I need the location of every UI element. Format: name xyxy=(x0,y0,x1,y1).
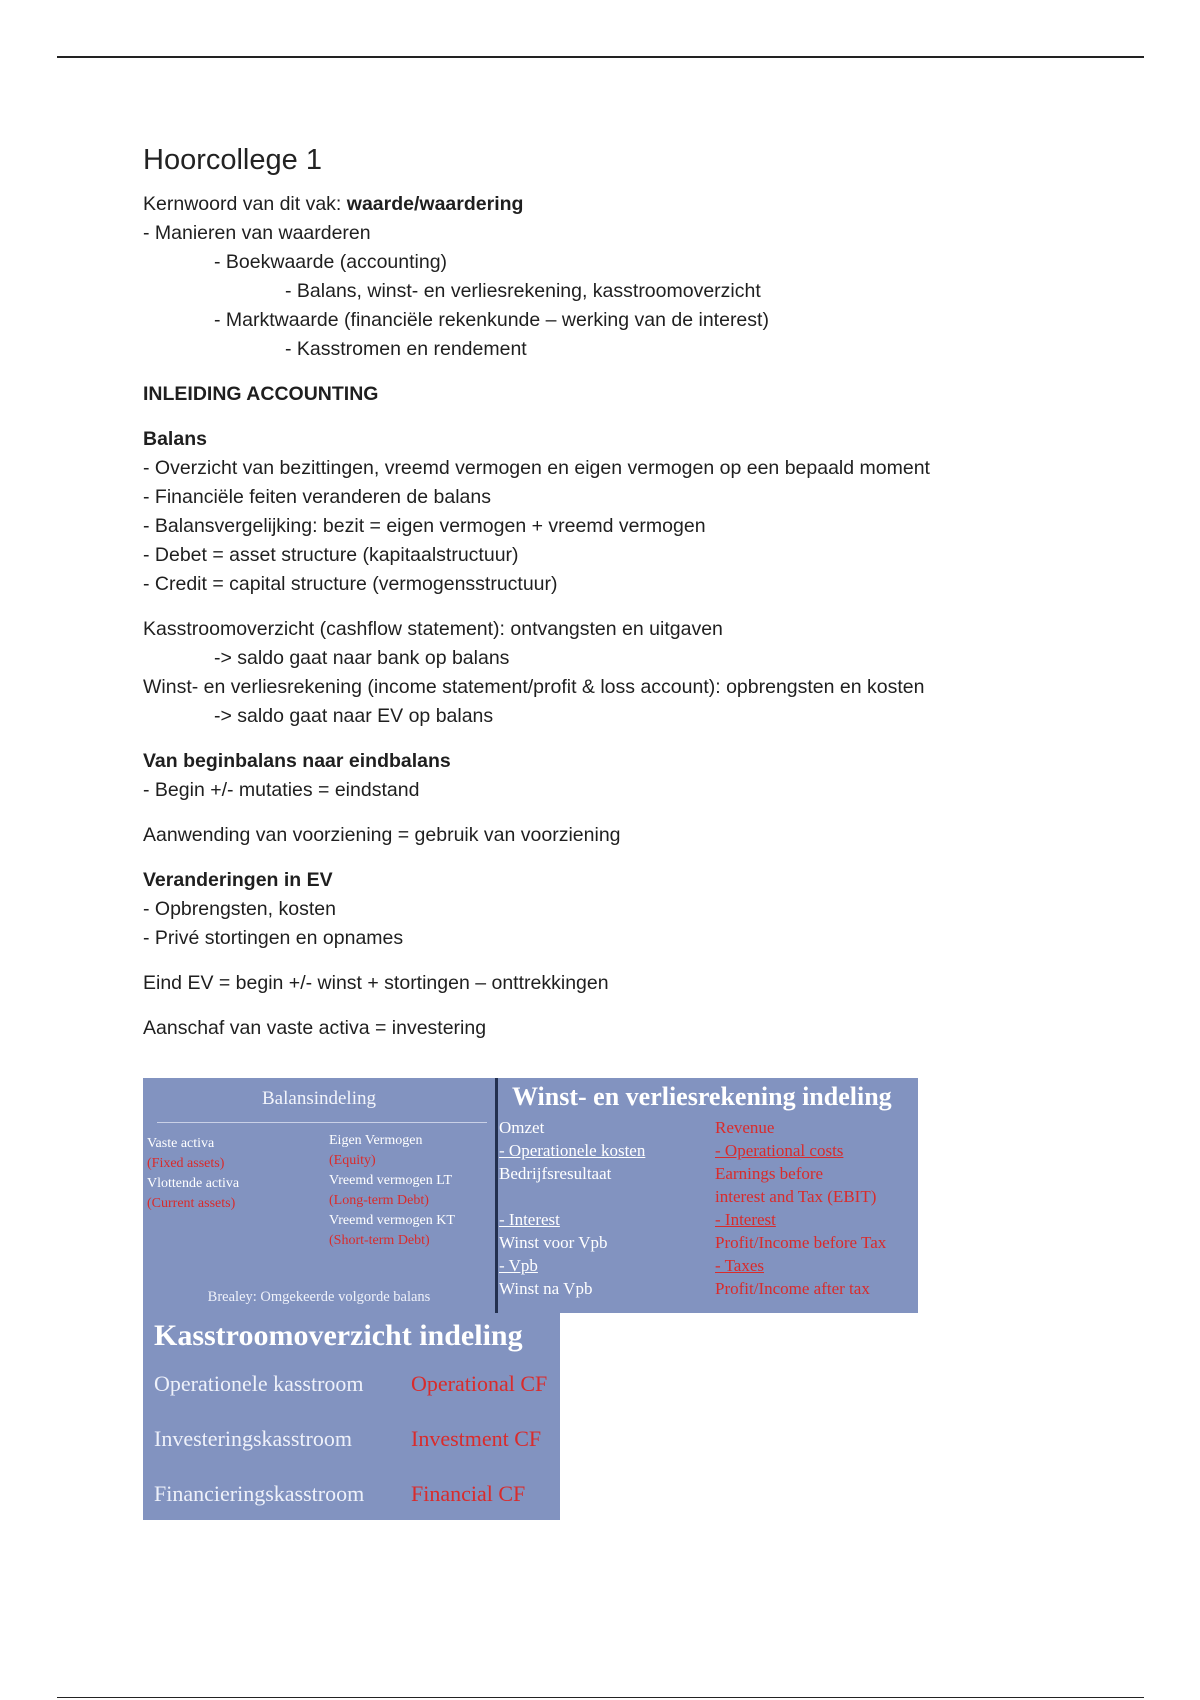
slide-wv-left-item: - Interest xyxy=(499,1210,560,1229)
kasstroom-line: -> saldo gaat naar EV op balans xyxy=(214,705,494,727)
slide-wv-left-item: Winst na Vpb xyxy=(499,1279,593,1298)
slide-balans-left-item: Vaste activa xyxy=(147,1136,215,1151)
van-begin-line: - Begin +/- mutaties = eindstand xyxy=(143,779,420,801)
balans-item: - Balansvergelijking: bezit = eigen vermogen + vreemd vermogen xyxy=(143,515,706,537)
intro-item: - Balans, winst- en verliesrekening, kasstroomoverzicht xyxy=(285,280,761,302)
footer-rule xyxy=(57,1697,1144,1698)
slide-balans-left-item: (Current assets) xyxy=(147,1196,236,1211)
slide-kas-en: Operational CF xyxy=(411,1371,548,1396)
slide-wv-right-item: Earnings before xyxy=(715,1164,824,1183)
slide-kas-nl: Financieringskasstroom xyxy=(154,1481,365,1506)
slide-wv-left-item: Bedrijfsresultaat xyxy=(499,1164,612,1183)
slide-balans-left xyxy=(147,1134,239,1214)
balans-item: - Overzicht van bezittingen, vreemd vermogen en eigen vermogen op een bepaald moment xyxy=(143,457,930,479)
slide-balans-right-item: (Short-term Debt) xyxy=(329,1233,430,1248)
van-begin-title: Van beginbalans naar eindbalans xyxy=(143,750,451,772)
slide-kasstroom xyxy=(143,1313,560,1520)
slide-balans-right-item: (Equity) xyxy=(329,1153,376,1168)
slide-wv-left-item xyxy=(499,1185,645,1208)
slide-wv-left-item: - Operationele kosten xyxy=(499,1141,646,1160)
slide-balans-right-item: Eigen Vermogen xyxy=(329,1133,423,1148)
slide-kas-nl: Operationele kasstroom xyxy=(154,1371,364,1396)
slide-balans-right-item: Vreemd vermogen KT xyxy=(329,1213,455,1228)
veranderingen-item: - Opbrengsten, kosten xyxy=(143,898,336,920)
slide-wv-title: Winst- en verliesrekening indeling xyxy=(512,1082,892,1111)
keyword-label: Kernwoord van dit vak: xyxy=(143,193,347,215)
intro-item: - Kasstromen en rendement xyxy=(285,338,527,360)
slide-wv-right xyxy=(715,1116,886,1300)
slide-balans-rule xyxy=(157,1122,487,1123)
veranderingen-item: - Privé stortingen en opnames xyxy=(143,927,404,949)
intro-item: - Marktwaarde (financiële rekenkunde – werking van de interest) xyxy=(214,309,769,331)
balans-item: - Debet = asset structure (kapitaalstructuur) xyxy=(143,544,519,566)
slide-wv-left-item: - Vpb xyxy=(499,1256,538,1275)
page-title: Hoorcollege 1 xyxy=(143,144,322,176)
balans-item: - Financiële feiten veranderen de balans xyxy=(143,486,491,508)
intro-item: - Manieren van waarderen xyxy=(143,222,371,244)
slide-wv-left xyxy=(499,1116,645,1300)
slide-balans-footer: Brealey: Omgekeerde volgorde balans xyxy=(207,1289,431,1305)
slide-balansindeling xyxy=(143,1078,495,1313)
slide-wv-right-item: Revenue xyxy=(715,1118,775,1137)
slide-winst-verlies xyxy=(498,1078,918,1313)
slide-wv-right-item: - Taxes xyxy=(715,1256,765,1275)
keyword-line xyxy=(143,190,1143,219)
slide-balans-right-item: (Long-term Debt) xyxy=(329,1193,429,1208)
slide-balans-left-item: (Fixed assets) xyxy=(147,1156,225,1171)
intro-item: - Boekwaarde (accounting) xyxy=(214,251,448,273)
kasstroom-line: -> saldo gaat naar bank op balans xyxy=(214,647,510,669)
header-rule xyxy=(57,56,1144,58)
balans-item: - Credit = capital structure (vermogensstructuur) xyxy=(143,573,558,595)
document-body xyxy=(143,140,1143,1043)
slide-wv-right-item: Profit/Income after tax xyxy=(715,1279,870,1298)
slide-wv-right-item: - Interest xyxy=(715,1210,776,1229)
slide-wv-right-item: interest and Tax (EBIT) xyxy=(715,1187,877,1206)
slide-balans-left-item: Vlottende activa xyxy=(147,1176,240,1191)
section-title: INLEIDING ACCOUNTING xyxy=(143,383,379,405)
veranderingen-title: Veranderingen in EV xyxy=(143,869,333,891)
kasstroom-line: Winst- en verliesrekening (income statement/profit & loss account): opbrengsten en kosten xyxy=(143,676,925,698)
slide-kas-nl: Investeringskasstroom xyxy=(154,1426,352,1451)
kasstroom-line: Kasstroomoverzicht (cashflow statement): ontvangsten en uitgaven xyxy=(143,618,723,640)
slide-wv-right-item: Profit/Income before Tax xyxy=(715,1233,887,1252)
slide-wv-left-item: Winst voor Vpb xyxy=(499,1233,608,1252)
slide-kas-en: Investment CF xyxy=(411,1426,542,1451)
slide-wv-left-item: Omzet xyxy=(499,1118,545,1137)
slide-balans-right xyxy=(329,1131,455,1251)
slide-balans-title: Balansindeling xyxy=(262,1088,376,1109)
aanschaf-line: Aanschaf van vaste activa = investering xyxy=(143,1017,487,1039)
aanwending-line: Aanwending van voorziening = gebruik van voorziening xyxy=(143,824,621,846)
slide-kas-title: Kasstroomoverzicht indeling xyxy=(154,1319,523,1352)
eind-ev-line: Eind EV = begin +/- winst + stortingen – onttrekkingen xyxy=(143,972,609,994)
balans-title: Balans xyxy=(143,428,207,450)
slide-balans-right-item: Vreemd vermogen LT xyxy=(329,1173,453,1188)
keyword-value: waarde/waardering xyxy=(346,193,524,215)
slide-kas-en: Financial CF xyxy=(411,1481,526,1506)
slide-wv-right-item: - Operational costs xyxy=(715,1141,844,1160)
